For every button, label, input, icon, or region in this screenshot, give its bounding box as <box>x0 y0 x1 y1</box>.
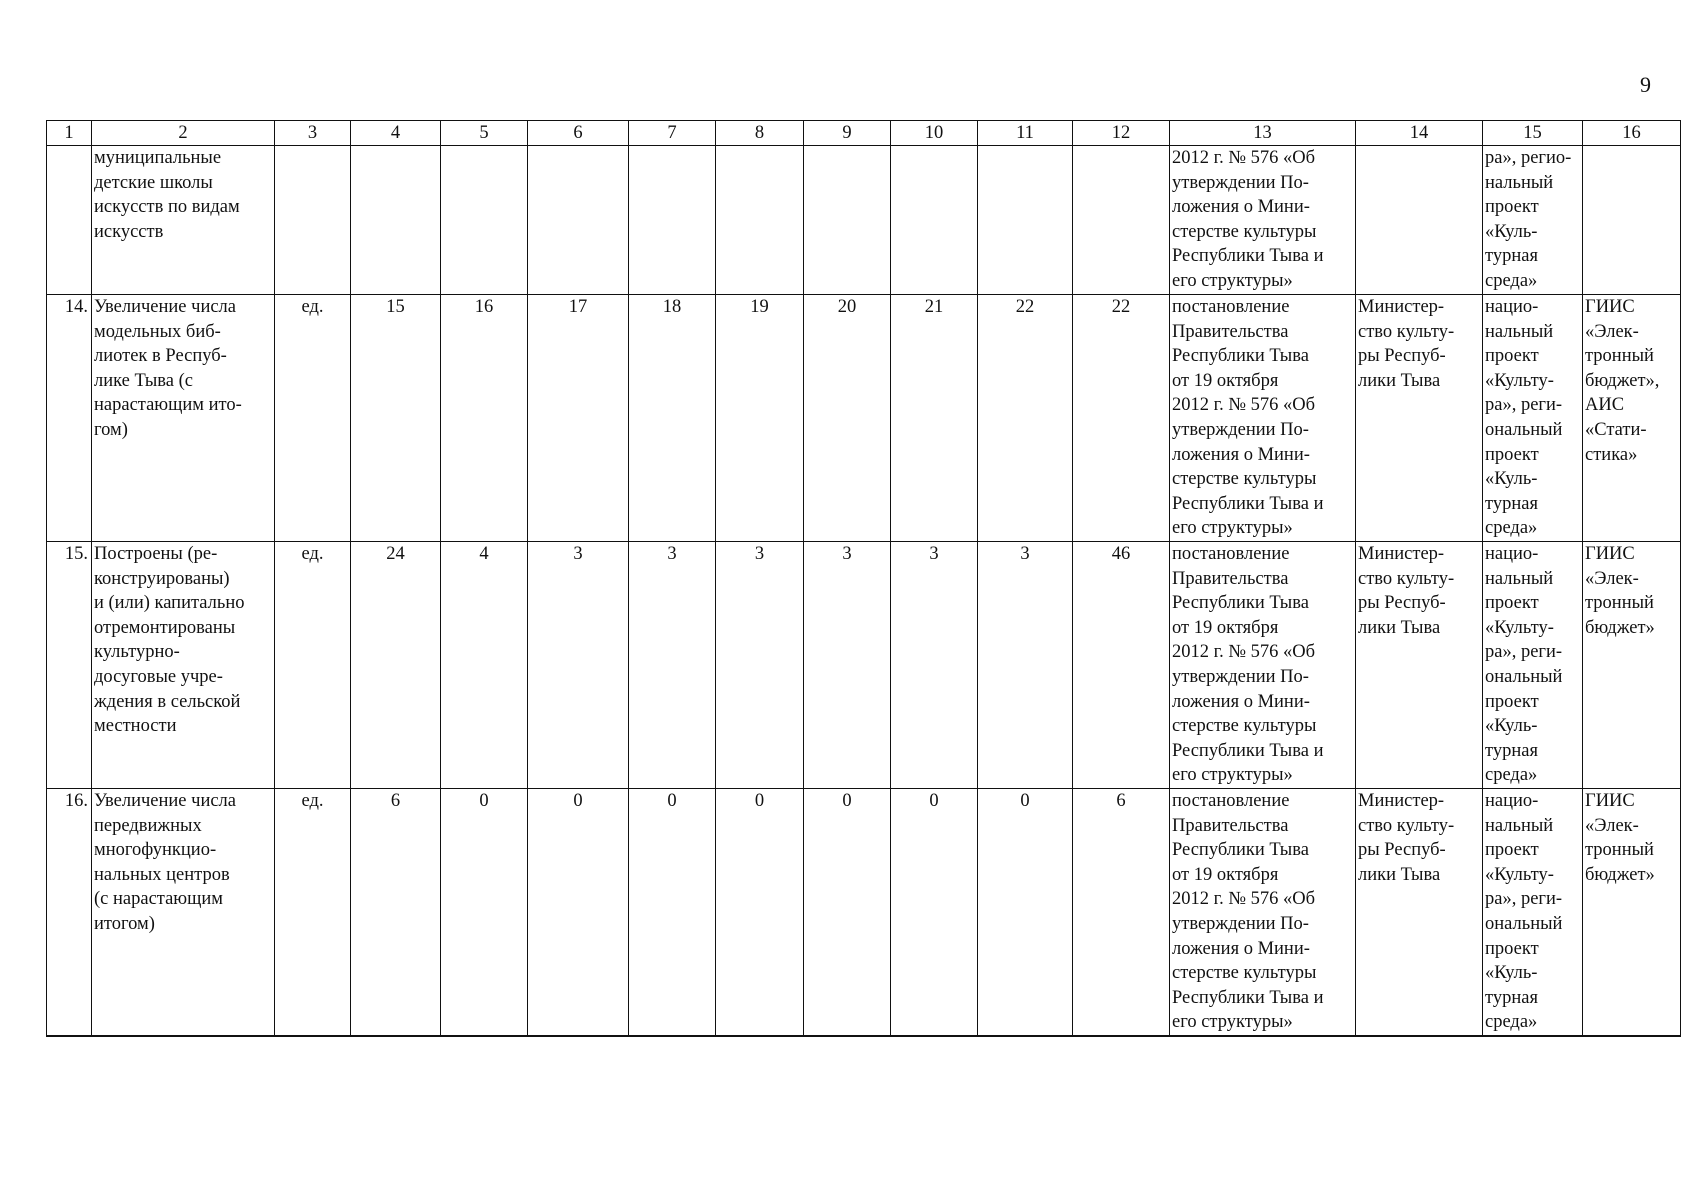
column-number-11: 11 <box>978 121 1073 146</box>
info-system-cell: ГИИС «Элек- тронный бюджет» <box>1583 789 1681 1037</box>
page-number: 9 <box>1640 72 1651 97</box>
table-row <box>47 542 1681 789</box>
row-number-cell: 15. <box>47 542 92 789</box>
row-number-cell <box>47 146 92 295</box>
value-cell: 18 <box>629 295 716 542</box>
value-cell: 22 <box>978 295 1073 542</box>
column-number-9: 9 <box>804 121 891 146</box>
legal-basis-cell: постановление Правительства Республики Тыва от 19 октября 2012 г. № 576 «Об утверждении По- ложения о Мини- стерстве культуры Республики Тыва и его структуры» <box>1170 789 1356 1037</box>
column-number-15: 15 <box>1483 121 1583 146</box>
value-cell: 3 <box>716 542 804 789</box>
column-number-16: 16 <box>1583 121 1681 146</box>
column-number-12: 12 <box>1073 121 1170 146</box>
column-number-4: 4 <box>351 121 441 146</box>
project-cell: нацио- нальный проект «Культу- ра», реги- ональный проект «Куль- турная среда» <box>1483 789 1583 1037</box>
value-cell: 0 <box>891 789 978 1037</box>
column-number-13: 13 <box>1170 121 1356 146</box>
value-cell: 3 <box>528 542 629 789</box>
value-cell: 22 <box>1073 295 1170 542</box>
project-cell: ра», регио- нальный проект «Куль- турная среда» <box>1483 146 1583 295</box>
value-cell: 0 <box>804 789 891 1037</box>
value-cell: 3 <box>891 542 978 789</box>
info-system-cell: ГИИС «Элек- тронный бюджет», АИС «Стати- стика» <box>1583 295 1681 542</box>
value-cell <box>978 146 1073 295</box>
value-cell: 19 <box>716 295 804 542</box>
responsible-cell <box>1356 146 1483 295</box>
row-number-cell: 14. <box>47 295 92 542</box>
value-cell <box>804 146 891 295</box>
indicator-name-cell: муниципальные детские школы искусств по видам искусств <box>92 146 275 295</box>
table-row <box>47 146 1681 295</box>
legal-basis-cell: постановление Правительства Республики Тыва от 19 октября 2012 г. № 576 «Об утверждении По- ложения о Мини- стерстве культуры Республики Тыва и его структуры» <box>1170 295 1356 542</box>
column-number-10: 10 <box>891 121 978 146</box>
value-cell: 21 <box>891 295 978 542</box>
unit-cell: ед. <box>275 789 351 1037</box>
project-cell: нацио- нальный проект «Культу- ра», реги- ональный проект «Куль- турная среда» <box>1483 295 1583 542</box>
value-cell <box>629 146 716 295</box>
table-row <box>47 789 1681 1037</box>
column-number-2: 2 <box>92 121 275 146</box>
column-number-5: 5 <box>441 121 528 146</box>
responsible-cell: Министер- ство культу- ры Респуб- лики Тыва <box>1356 789 1483 1037</box>
column-number-6: 6 <box>528 121 629 146</box>
value-cell: 3 <box>804 542 891 789</box>
indicator-name-cell: Построены (ре- конструированы) и (или) капитально отремонтированы культурно- досуговые учре- ждения в сельской местности <box>92 542 275 789</box>
value-cell: 6 <box>351 789 441 1037</box>
row-number-cell: 16. <box>47 789 92 1037</box>
unit-cell <box>275 146 351 295</box>
value-cell: 16 <box>441 295 528 542</box>
unit-cell: ед. <box>275 295 351 542</box>
value-cell <box>351 146 441 295</box>
info-system-cell: ГИИС «Элек- тронный бюджет» <box>1583 542 1681 789</box>
indicator-name-cell: Увеличение числа модельных биб- лиотек в Респуб- лике Тыва (с нарастающим ито- гом) <box>92 295 275 542</box>
column-number-1: 1 <box>47 121 92 146</box>
column-number-8: 8 <box>716 121 804 146</box>
project-cell: нацио- нальный проект «Культу- ра», реги- ональный проект «Куль- турная среда» <box>1483 542 1583 789</box>
responsible-cell: Министер- ство культу- ры Респуб- лики Тыва <box>1356 295 1483 542</box>
value-cell: 15 <box>351 295 441 542</box>
column-number-14: 14 <box>1356 121 1483 146</box>
value-cell: 24 <box>351 542 441 789</box>
column-number-3: 3 <box>275 121 351 146</box>
value-cell: 0 <box>716 789 804 1037</box>
unit-cell: ед. <box>275 542 351 789</box>
indicators-table <box>46 120 1681 1037</box>
value-cell: 0 <box>441 789 528 1037</box>
value-cell: 4 <box>441 542 528 789</box>
column-number-row <box>47 121 1681 146</box>
value-cell: 3 <box>629 542 716 789</box>
indicator-name-cell: Увеличение числа передвижных многофункцио- нальных центров (с нарастающим итогом) <box>92 789 275 1037</box>
value-cell: 20 <box>804 295 891 542</box>
value-cell <box>1073 146 1170 295</box>
value-cell <box>716 146 804 295</box>
value-cell <box>528 146 629 295</box>
value-cell: 0 <box>978 789 1073 1037</box>
value-cell <box>891 146 978 295</box>
legal-basis-cell: постановление Правительства Республики Тыва от 19 октября 2012 г. № 576 «Об утверждении По- ложения о Мини- стерстве культуры Республики Тыва и его структуры» <box>1170 542 1356 789</box>
value-cell <box>441 146 528 295</box>
info-system-cell <box>1583 146 1681 295</box>
table-row <box>47 295 1681 542</box>
responsible-cell: Министер- ство культу- ры Респуб- лики Тыва <box>1356 542 1483 789</box>
column-number-7: 7 <box>629 121 716 146</box>
value-cell: 3 <box>978 542 1073 789</box>
legal-basis-cell: 2012 г. № 576 «Об утверждении По- ложения о Мини- стерстве культуры Республики Тыва и его структуры» <box>1170 146 1356 295</box>
value-cell: 17 <box>528 295 629 542</box>
value-cell: 46 <box>1073 542 1170 789</box>
value-cell: 6 <box>1073 789 1170 1037</box>
value-cell: 0 <box>528 789 629 1037</box>
value-cell: 0 <box>629 789 716 1037</box>
